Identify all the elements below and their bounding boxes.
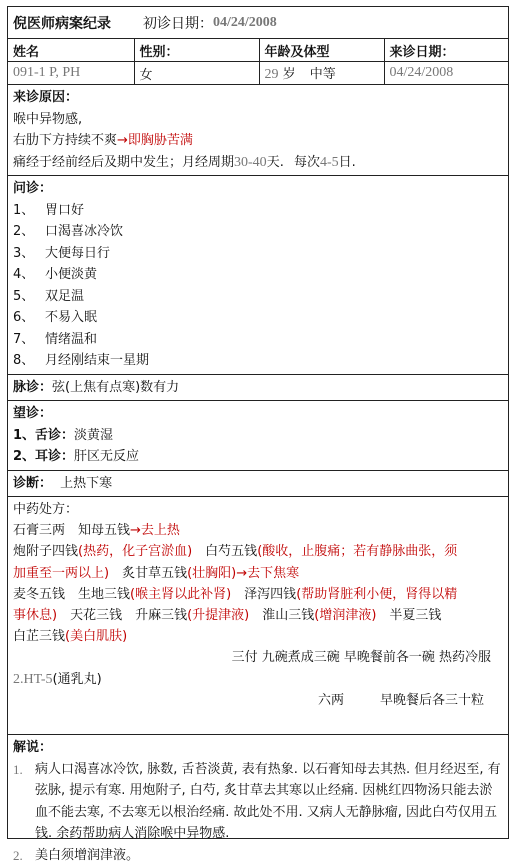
record-title: 倪医师病案纪录 <box>13 15 111 32</box>
rx-note: 事休息) <box>13 608 58 624</box>
patient-info-table <box>8 39 508 85</box>
rx-note: (喉主肾以此补肾) <box>130 586 232 602</box>
inquiry-item <box>13 264 503 286</box>
complaint-heading: 来诊原因： <box>13 90 79 105</box>
record-title-row <box>8 7 508 39</box>
period-each-label: 每次 <box>293 154 320 170</box>
rx-pill-usage: 早晚餐后各三十粒 <box>380 692 485 708</box>
diagnosis-text: 上热下寒 <box>60 475 113 491</box>
explanation-number: 2. <box>13 847 23 863</box>
complaint-line-2-note: →即胸胁苦满 <box>117 133 193 148</box>
inquiry-number: 6、 <box>13 310 35 325</box>
inquiry-section <box>8 176 508 375</box>
visit-date-header: 来诊日期： <box>384 39 508 62</box>
patient-sex: 女 <box>139 67 153 83</box>
rx-line-6 <box>13 626 503 647</box>
patient-build: 中等 <box>309 67 336 82</box>
name-header: 姓名 <box>8 39 134 62</box>
rx-note: →去上热 <box>130 523 180 539</box>
visit-date: 04/24/2008 <box>389 65 454 80</box>
patient-name: 091-1 P, PH <box>13 65 81 80</box>
pulse-heading: 脉诊： <box>13 379 53 395</box>
tongue-row <box>13 425 503 447</box>
age-unit: 岁 <box>282 67 296 82</box>
explanation-heading-wrap <box>13 737 503 759</box>
inquiry-number: 7、 <box>13 331 35 347</box>
inquiry-text: 月经刚结束一星期 <box>45 353 150 368</box>
pulse-text: 弦(上焦有点寒)数有力 <box>52 379 180 395</box>
rx-note: (壮胸阳) <box>187 565 237 581</box>
explanation-item <box>13 845 503 867</box>
rx-pill-instructions <box>13 690 503 711</box>
age-build-header: 年龄及体型 <box>259 39 384 62</box>
sex-header: 性别： <box>134 39 259 62</box>
explanation-section <box>8 735 508 868</box>
inquiry-item <box>13 243 503 265</box>
inquiry-number: 3、 <box>13 245 35 261</box>
rx-herbs: 泽泻四钱 <box>231 586 297 602</box>
rx-note: (升提津液) <box>187 608 250 624</box>
patient-age: 29 <box>264 67 279 82</box>
diagnosis-heading: 诊断： <box>13 475 53 491</box>
explanation-heading: 解说： <box>13 740 53 755</box>
rx-pill-code: 2.HT-5 <box>13 671 53 687</box>
inquiry-number: 2、 <box>13 224 35 239</box>
rx-line-2 <box>13 541 503 562</box>
observation-section <box>8 401 508 471</box>
inquiry-text: 大便每日行 <box>45 245 111 261</box>
inquiry-item <box>13 350 503 372</box>
inquiry-item <box>13 200 503 222</box>
explanation-text: 病人口渴喜冰冷饮, 脉数, 舌苔淡黄, 表有热象. 以石膏知母去其热. 但月经迟至, 有弦脉, 提示有寒. 用炮附子, 白芍, 炙甘草去其寒以止经痛. 因桃红四物汤只能去淤血不能去寒, 不去寒无以根治经痛. 故此处不用. 又病人无静脉瘤, 因此白芍仅用五钱. 余药帮助病人消除喉中异物感. <box>35 761 501 841</box>
prescription-heading: 中药处方： <box>13 502 79 517</box>
rx-pill-name: (通乳丸) <box>52 671 102 687</box>
inquiry-number: 4、 <box>13 267 35 282</box>
diagnosis-section <box>8 471 508 498</box>
rx-line-4 <box>13 584 503 605</box>
pulse-section <box>8 375 508 402</box>
rx-herbs: 天花三钱 升麻三钱 <box>57 608 188 624</box>
ear-label: 2、耳诊： <box>13 449 75 464</box>
complaint-line-3 <box>13 152 503 174</box>
rx-pill-qty: 六两 <box>318 692 345 708</box>
rx-note: (增润津液) <box>314 608 377 624</box>
inquiry-text: 不易入眠 <box>45 310 98 325</box>
first-visit-label: 初诊日期： <box>143 15 213 32</box>
complaint-section <box>8 85 508 176</box>
inquiry-item <box>13 221 503 243</box>
rx-note: (美白肌肤) <box>65 629 128 645</box>
first-visit-date: 04/24/2008 <box>213 14 277 30</box>
period-unit: 日. <box>338 154 356 170</box>
period-days: 4-5 <box>319 154 339 170</box>
observation-heading: 望诊： <box>13 406 53 421</box>
explanation-item <box>13 759 503 845</box>
rx-note: →去下焦寒 <box>236 565 300 581</box>
complaint-line-3-text: 痛经于经前经后及期中发生；月经周期 <box>13 154 235 170</box>
rx-note: (酸收，止腹痛；若有静脉曲张，须 <box>257 544 458 560</box>
inquiry-text: 口渴喜冰冷饮 <box>45 224 124 239</box>
rx-herbs: 麦冬五钱 生地三钱 <box>13 586 131 602</box>
explanation-list <box>13 759 503 867</box>
inquiry-text: 情绪温和 <box>45 331 98 347</box>
complaint-line-2-text: 右肋下方持续不爽 <box>13 133 118 148</box>
inquiry-text: 小便淡黄 <box>45 267 98 282</box>
rx-herbs: 白芍五钱 <box>192 544 258 560</box>
inquiry-item <box>13 329 503 351</box>
complaint-line-1: 喉中异物感, <box>13 111 83 127</box>
inquiry-number: 8、 <box>13 353 35 368</box>
inquiry-heading: 问诊： <box>13 181 53 196</box>
explanation-number: 1. <box>13 761 23 777</box>
rx-note: (帮助肾脏利小便，肾得以精 <box>296 586 458 602</box>
rx-herbs: 炮附子四钱 <box>13 544 79 560</box>
rx-note: 加重至一两以上) <box>13 565 110 581</box>
tongue-label: 1、舌诊： <box>13 427 75 443</box>
inquiry-text: 双足温 <box>45 288 85 304</box>
explanation-text: 美白须增润津液。 <box>35 847 140 863</box>
cycle-days: 30-40 <box>234 154 267 170</box>
inquiry-item <box>13 307 503 329</box>
inquiry-number: 5、 <box>13 288 35 304</box>
rx-herbs: 石膏三两 知母五钱 <box>13 523 131 539</box>
rx-herbs: 炙甘草五钱 <box>109 565 188 581</box>
cycle-unit: 天. <box>266 154 284 170</box>
medical-record-document <box>7 6 509 863</box>
rx-dosage: 三付 九碗煮成三碗 早晚餐前各一碗 热药冷服 <box>231 650 491 666</box>
rx-herbs: 淮山三钱 <box>249 608 315 624</box>
rx-note: (热药，化子宫淤血) <box>78 544 193 560</box>
prescription-section <box>8 497 508 735</box>
ear-text: 肝区无反应 <box>74 449 140 464</box>
inquiry-number: 1、 <box>13 202 35 218</box>
inquiry-item <box>13 286 503 308</box>
ear-row <box>13 446 503 468</box>
complaint-line-2 <box>13 130 503 152</box>
tongue-text: 淡黄湿 <box>74 427 114 443</box>
rx-line-3 <box>13 563 503 584</box>
rx-herbs: 白芷三钱 <box>13 629 66 645</box>
rx-line-8 <box>13 669 503 690</box>
rx-line-1 <box>13 520 503 541</box>
inquiry-text: 胃口好 <box>45 202 85 218</box>
rx-line-5 <box>13 605 503 626</box>
rx-herbs: 半夏三钱 <box>376 608 442 624</box>
